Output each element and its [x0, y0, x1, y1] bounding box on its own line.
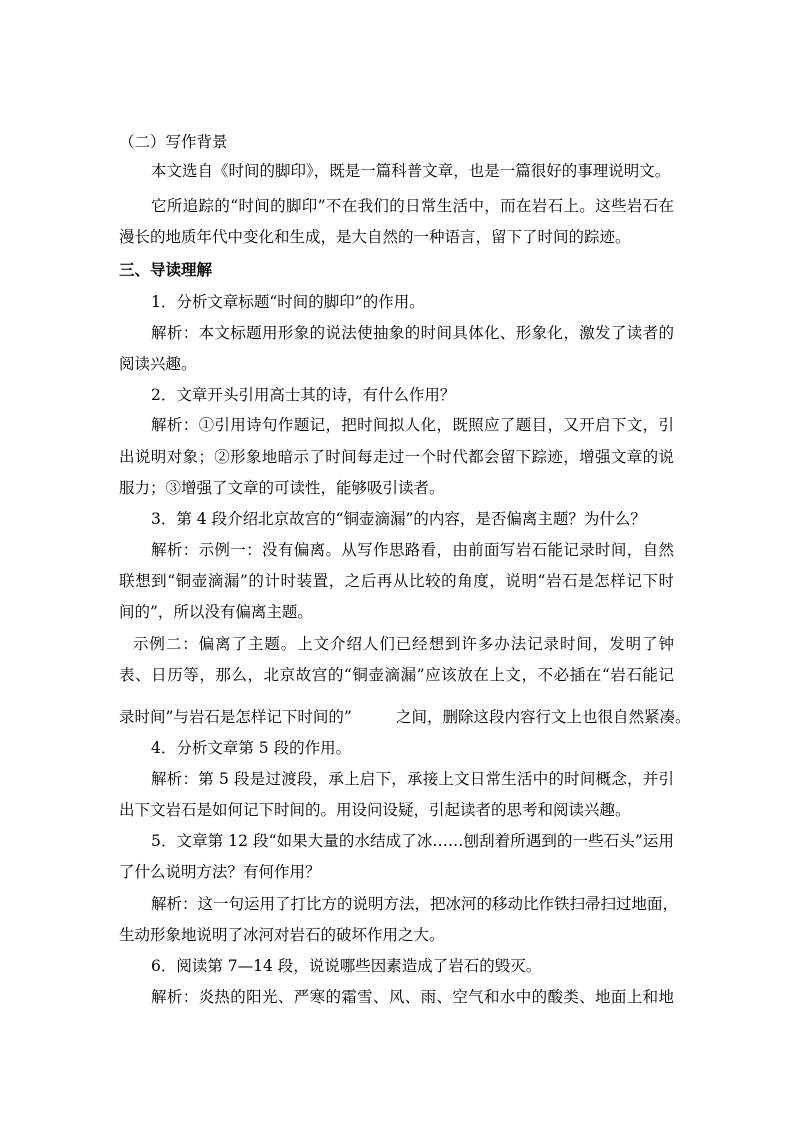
answer-2-line: 服力；③增强了文章的可读性，能够吸引读者。: [119, 479, 445, 497]
answer-3-example2-line: 表、日历等，那么，北京故宫的“铜壶滴漏”应该放在上文，不必插在“岩石能记: [119, 666, 674, 684]
section-heading-writing-background: （二）写作背景: [119, 133, 228, 151]
paragraph-line: 本文选自《时间的脚印》，既是一篇科普文章，也是一篇很好的事理说明文。: [151, 162, 671, 180]
answer-2-line: 出说明对象；②形象地暗示了时间每走过一个时代都会留下踪迹，增强文章的说: [119, 448, 674, 466]
answer-3-line: 解析：示例一：没有偏离。从写作思路看，由前面写岩石能记录时间，自然: [151, 541, 674, 559]
section-heading-reading-guide: 三、导读理解: [119, 261, 213, 279]
answer-5-line: 解析：这一句运用了打比方的说明方法，把冰河的移动比作铁扫帚扫过地面，: [151, 895, 679, 913]
answer-5-line: 生动形象地说明了冰河对岩石的破坏作用之大。: [119, 926, 445, 944]
paragraph-line: 漫长的地质年代中变化和生成，是大自然的一种语言，留下了时间的踪迹。: [119, 228, 631, 246]
answer-3-line: 联想到“铜壶滴漏”的计时装置，之后再从比较的角度，说明“岩石是怎样记下时: [119, 572, 674, 590]
answer-3-line: 间的”，所以没有偏离主题。: [119, 603, 313, 621]
question-5-line: 了什么说明方法？有何作用？: [119, 863, 321, 881]
answer-2-line: 解析：①引用诗句作题记，把时间拟人化，既照应了题目，又开启下文，引: [151, 416, 674, 434]
question-1: 1．分析文章标题“时间的脚印”的作用。: [151, 293, 425, 311]
answer-3-example2-line: 示例二：偏离了主题。上文介绍人们已经想到许多办法记录时间，发明了钟: [133, 635, 674, 653]
paragraph-line: 它所追踪的“时间的脚印”不在我们的日常生活中，而在岩石上。这些岩石在: [151, 197, 674, 215]
answer-1-line: 阅读兴趣。: [119, 355, 197, 373]
question-5-line: 5．文章第 12 段“如果大量的水结成了冰……刨刮着所遇到的一些石头”运用: [151, 832, 674, 850]
answer-3-example2-line: 之间，删除这段内容行文上也很自然紧凑。: [396, 708, 691, 726]
answer-3-example2-line: 录时间”与岩石是怎样记下时间的”: [119, 708, 352, 726]
answer-1-line: 解析：本文标题用形象的说法使抽象的时间具体化、形象化，激发了读者的: [151, 324, 674, 342]
answer-4-line: 解析：第 5 段是过渡段，承上启下，承接上文日常生活中的时间概念，并引: [151, 770, 674, 788]
question-4: 4．分析文章第 5 段的作用。: [151, 739, 352, 757]
answer-4-line: 出下文岩石是如何记下时间的。用设问设疑，引起读者的思考和阅读兴趣。: [119, 801, 631, 819]
question-3: 3．第 4 段介绍北京故宫的“铜壶滴漏”的内容，是否偏离主题？为什么？: [151, 510, 646, 528]
question-2: 2．文章开头引用高士其的诗，有什么作用？: [151, 386, 456, 404]
question-6: 6．阅读第 7—14 段，说说哪些因素造成了岩石的毁灭。: [151, 957, 542, 975]
answer-6-line: 解析：炎热的阳光、严寒的霜雪、风、雨、空气和水中的酸类、地面上和地: [151, 988, 674, 1006]
